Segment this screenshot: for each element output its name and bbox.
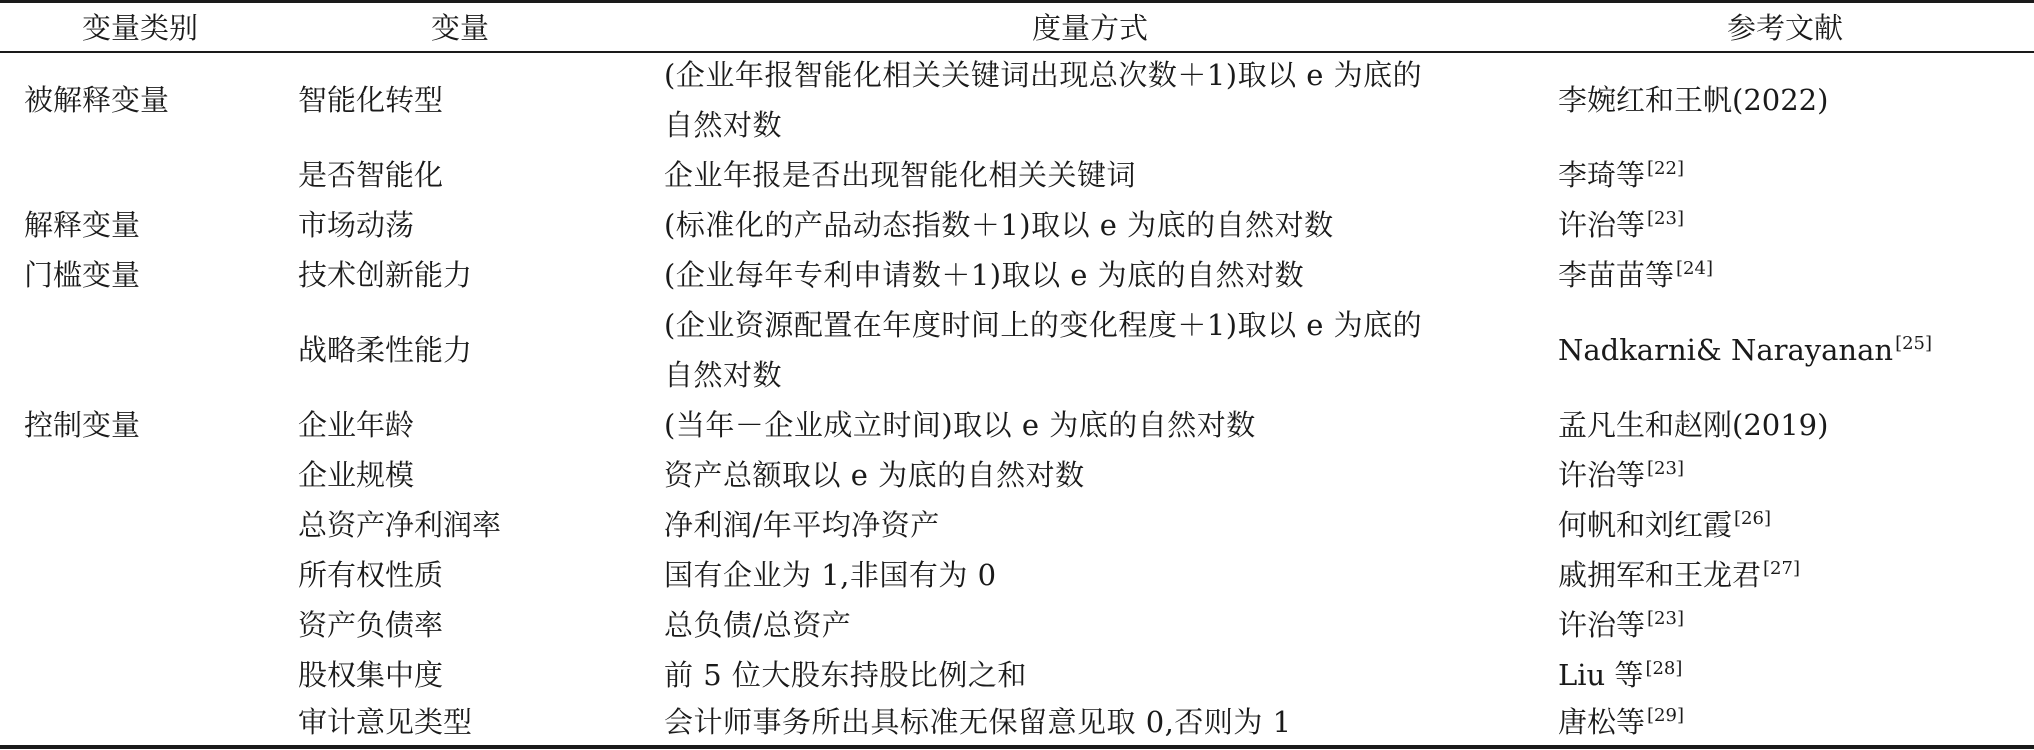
cell-variable: 所有权性质	[298, 558, 444, 592]
reference-citation: [24]	[1676, 258, 1713, 280]
cell-variable: 审计意见类型	[298, 705, 473, 739]
reference-text: 许治等	[1558, 208, 1646, 242]
table-top-rule	[0, 0, 2034, 3]
reference-text: Liu 等	[1558, 658, 1644, 692]
cell-variable: 是否智能化	[298, 158, 444, 192]
cell-measure-line1: 总负债/总资产	[664, 608, 852, 642]
cell-measure-line1: (企业年报智能化相关关键词出现总次数＋1)取以 e 为底的	[664, 58, 1423, 92]
cell-variable: 总资产净利润率	[298, 508, 502, 542]
reference-citation: [23]	[1647, 208, 1684, 230]
reference-text: 许治等	[1558, 458, 1646, 492]
cell-variable: 股权集中度	[298, 658, 444, 692]
reference-text: 李琦等	[1558, 158, 1646, 192]
cell-measure-line1: 前 5 位大股东持股比例之和	[664, 658, 1027, 692]
reference-citation: [27]	[1763, 558, 1800, 580]
cell-reference	[1558, 200, 1684, 250]
cell-variable: 市场动荡	[298, 208, 415, 242]
cell-variable: 企业年龄	[298, 408, 415, 442]
cell-measure-line1: 国有企业为 1,非国有为 0	[664, 558, 997, 592]
header-measure: 度量方式	[1031, 11, 1148, 45]
header-variable: 变量	[430, 11, 489, 45]
cell-variable: 技术创新能力	[298, 258, 473, 292]
cell-measure-line1: (标准化的产品动态指数＋1)取以 e 为底的自然对数	[664, 208, 1334, 242]
reference-text: 戚拥军和王龙君	[1558, 558, 1762, 592]
reference-text: 许治等	[1558, 608, 1646, 642]
cell-measure-line1: 会计师事务所出具标准无保留意见取 0,否则为 1	[664, 705, 1292, 739]
cell-category: 门槛变量	[24, 258, 141, 292]
cell-variable: 战略柔性能力	[298, 333, 473, 367]
reference-citation: [25]	[1895, 333, 1933, 355]
cell-reference	[1558, 400, 1830, 450]
cell-measure-line2: 自然对数	[664, 358, 783, 392]
reference-citation: [29]	[1647, 705, 1684, 727]
cell-measure-line1: (企业资源配置在年度时间上的变化程度＋1)取以 e 为底的	[664, 308, 1423, 342]
cell-category: 控制变量	[24, 408, 141, 442]
reference-citation: [23]	[1647, 458, 1684, 480]
cell-variable: 资产负债率	[298, 608, 444, 642]
reference-citation: [22]	[1647, 158, 1684, 180]
reference-text: Nadkarni& Narayanan	[1558, 333, 1894, 367]
cell-measure-line1: (企业每年专利申请数＋1)取以 e 为底的自然对数	[664, 258, 1305, 292]
cell-reference	[1558, 550, 1800, 600]
cell-reference	[1558, 697, 1684, 747]
reference-text: 何帆和刘红霞	[1558, 508, 1733, 542]
cell-measure-line2: 自然对数	[664, 108, 783, 142]
header-category: 变量类别	[81, 11, 198, 45]
cell-measure-line1: 资产总额取以 e 为底的自然对数	[664, 458, 1085, 492]
cell-measure-line1: 净利润/年平均净资产	[664, 508, 940, 542]
reference-citation: [26]	[1734, 508, 1771, 530]
reference-text: 唐松等	[1558, 705, 1646, 739]
cell-reference	[1558, 450, 1684, 500]
cell-reference	[1558, 250, 1713, 300]
cell-measure-line1: (当年－企业成立时间)取以 e 为底的自然对数	[664, 408, 1256, 442]
cell-reference	[1558, 600, 1684, 650]
cell-category: 被解释变量	[24, 83, 170, 117]
reference-citation: [28]	[1645, 658, 1683, 680]
cell-reference	[1558, 150, 1684, 200]
cell-reference	[1558, 500, 1771, 550]
table-bottom-rule	[0, 745, 2034, 749]
header-reference: 参考文献	[1726, 11, 1843, 45]
cell-reference	[1558, 650, 1682, 700]
cell-category: 解释变量	[24, 208, 141, 242]
cell-reference	[1558, 75, 1830, 125]
reference-text: 李婉红和王帆(2022)	[1558, 83, 1829, 117]
cell-measure-line1: 企业年报是否出现智能化相关关键词	[664, 158, 1137, 192]
reference-citation: [23]	[1647, 608, 1684, 630]
reference-text: 孟凡生和赵刚(2019)	[1558, 408, 1829, 442]
reference-text: 李苗苗等	[1558, 258, 1675, 292]
cell-reference	[1558, 325, 1932, 375]
cell-variable: 企业规模	[298, 458, 415, 492]
cell-variable: 智能化转型	[298, 83, 444, 117]
